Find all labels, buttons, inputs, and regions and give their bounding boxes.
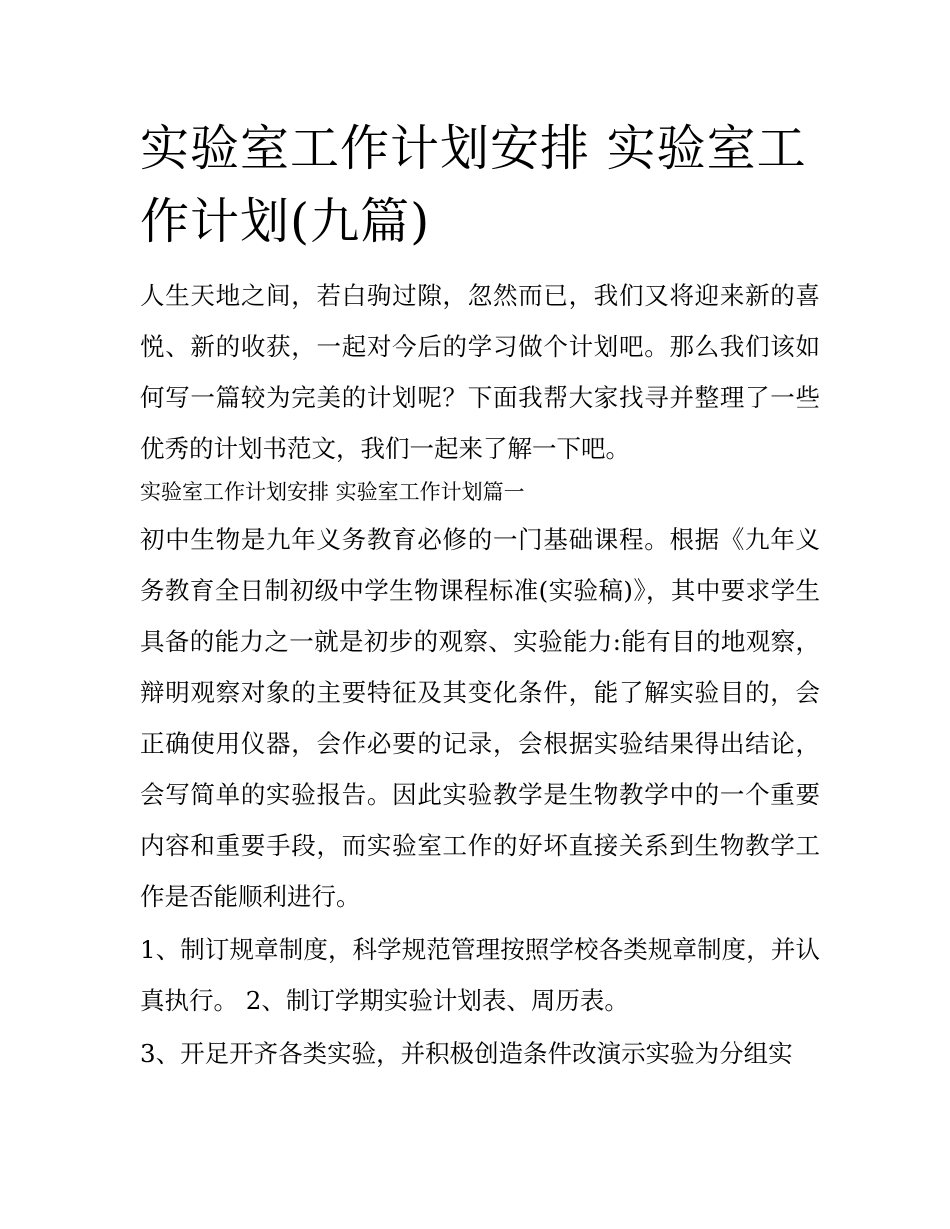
body-paragraph: 初中生物是九年义务教育必修的一门基础课程。根据《九年义务教育全日制初级中学生物课程标准(实验稿)》，其中要求学生具备的能力之一就是初步的观察、实验能力:能有目的地观察，辩明观察对象的主要特征及其变化条件，能了解实验目的，会正确使用仪器，会作必要的记录，会根据实验结果得出结论，会写简单的实验报告。因此实验教学是生物教学中的一个重要内容和重要手段，而实验室工作的好坏直接关系到生物教学工作是否能顺利进行。 [140, 525, 820, 911]
list-item-1-2: 1、制订规章制度，科学规范管理按照学校各类规章制度，并认真执行。 2、制订学期实验计划表、周历表。 [140, 935, 820, 1015]
document-page [140, 112, 820, 1079]
document-title: 实验室工作计划安排 实验室工作计划(九篇) [140, 120, 807, 250]
list-item-3: 3、开足开齐各类实验，并积极创造条件改演示实验为分组实 [140, 1039, 793, 1068]
intro-paragraph: 人生天地之间，若白驹过隙，忽然而已，我们又将迎来新的喜悦、新的收获，一起对今后的学习做个计划吧。那么我们该如何写一篇较为完美的计划呢？下面我帮大家找寻并整理了一些优秀的计划书范文，我们一起来了解一下吧。 [140, 281, 820, 463]
section-heading: 实验室工作计划安排 实验室工作计划篇一 [140, 480, 525, 504]
